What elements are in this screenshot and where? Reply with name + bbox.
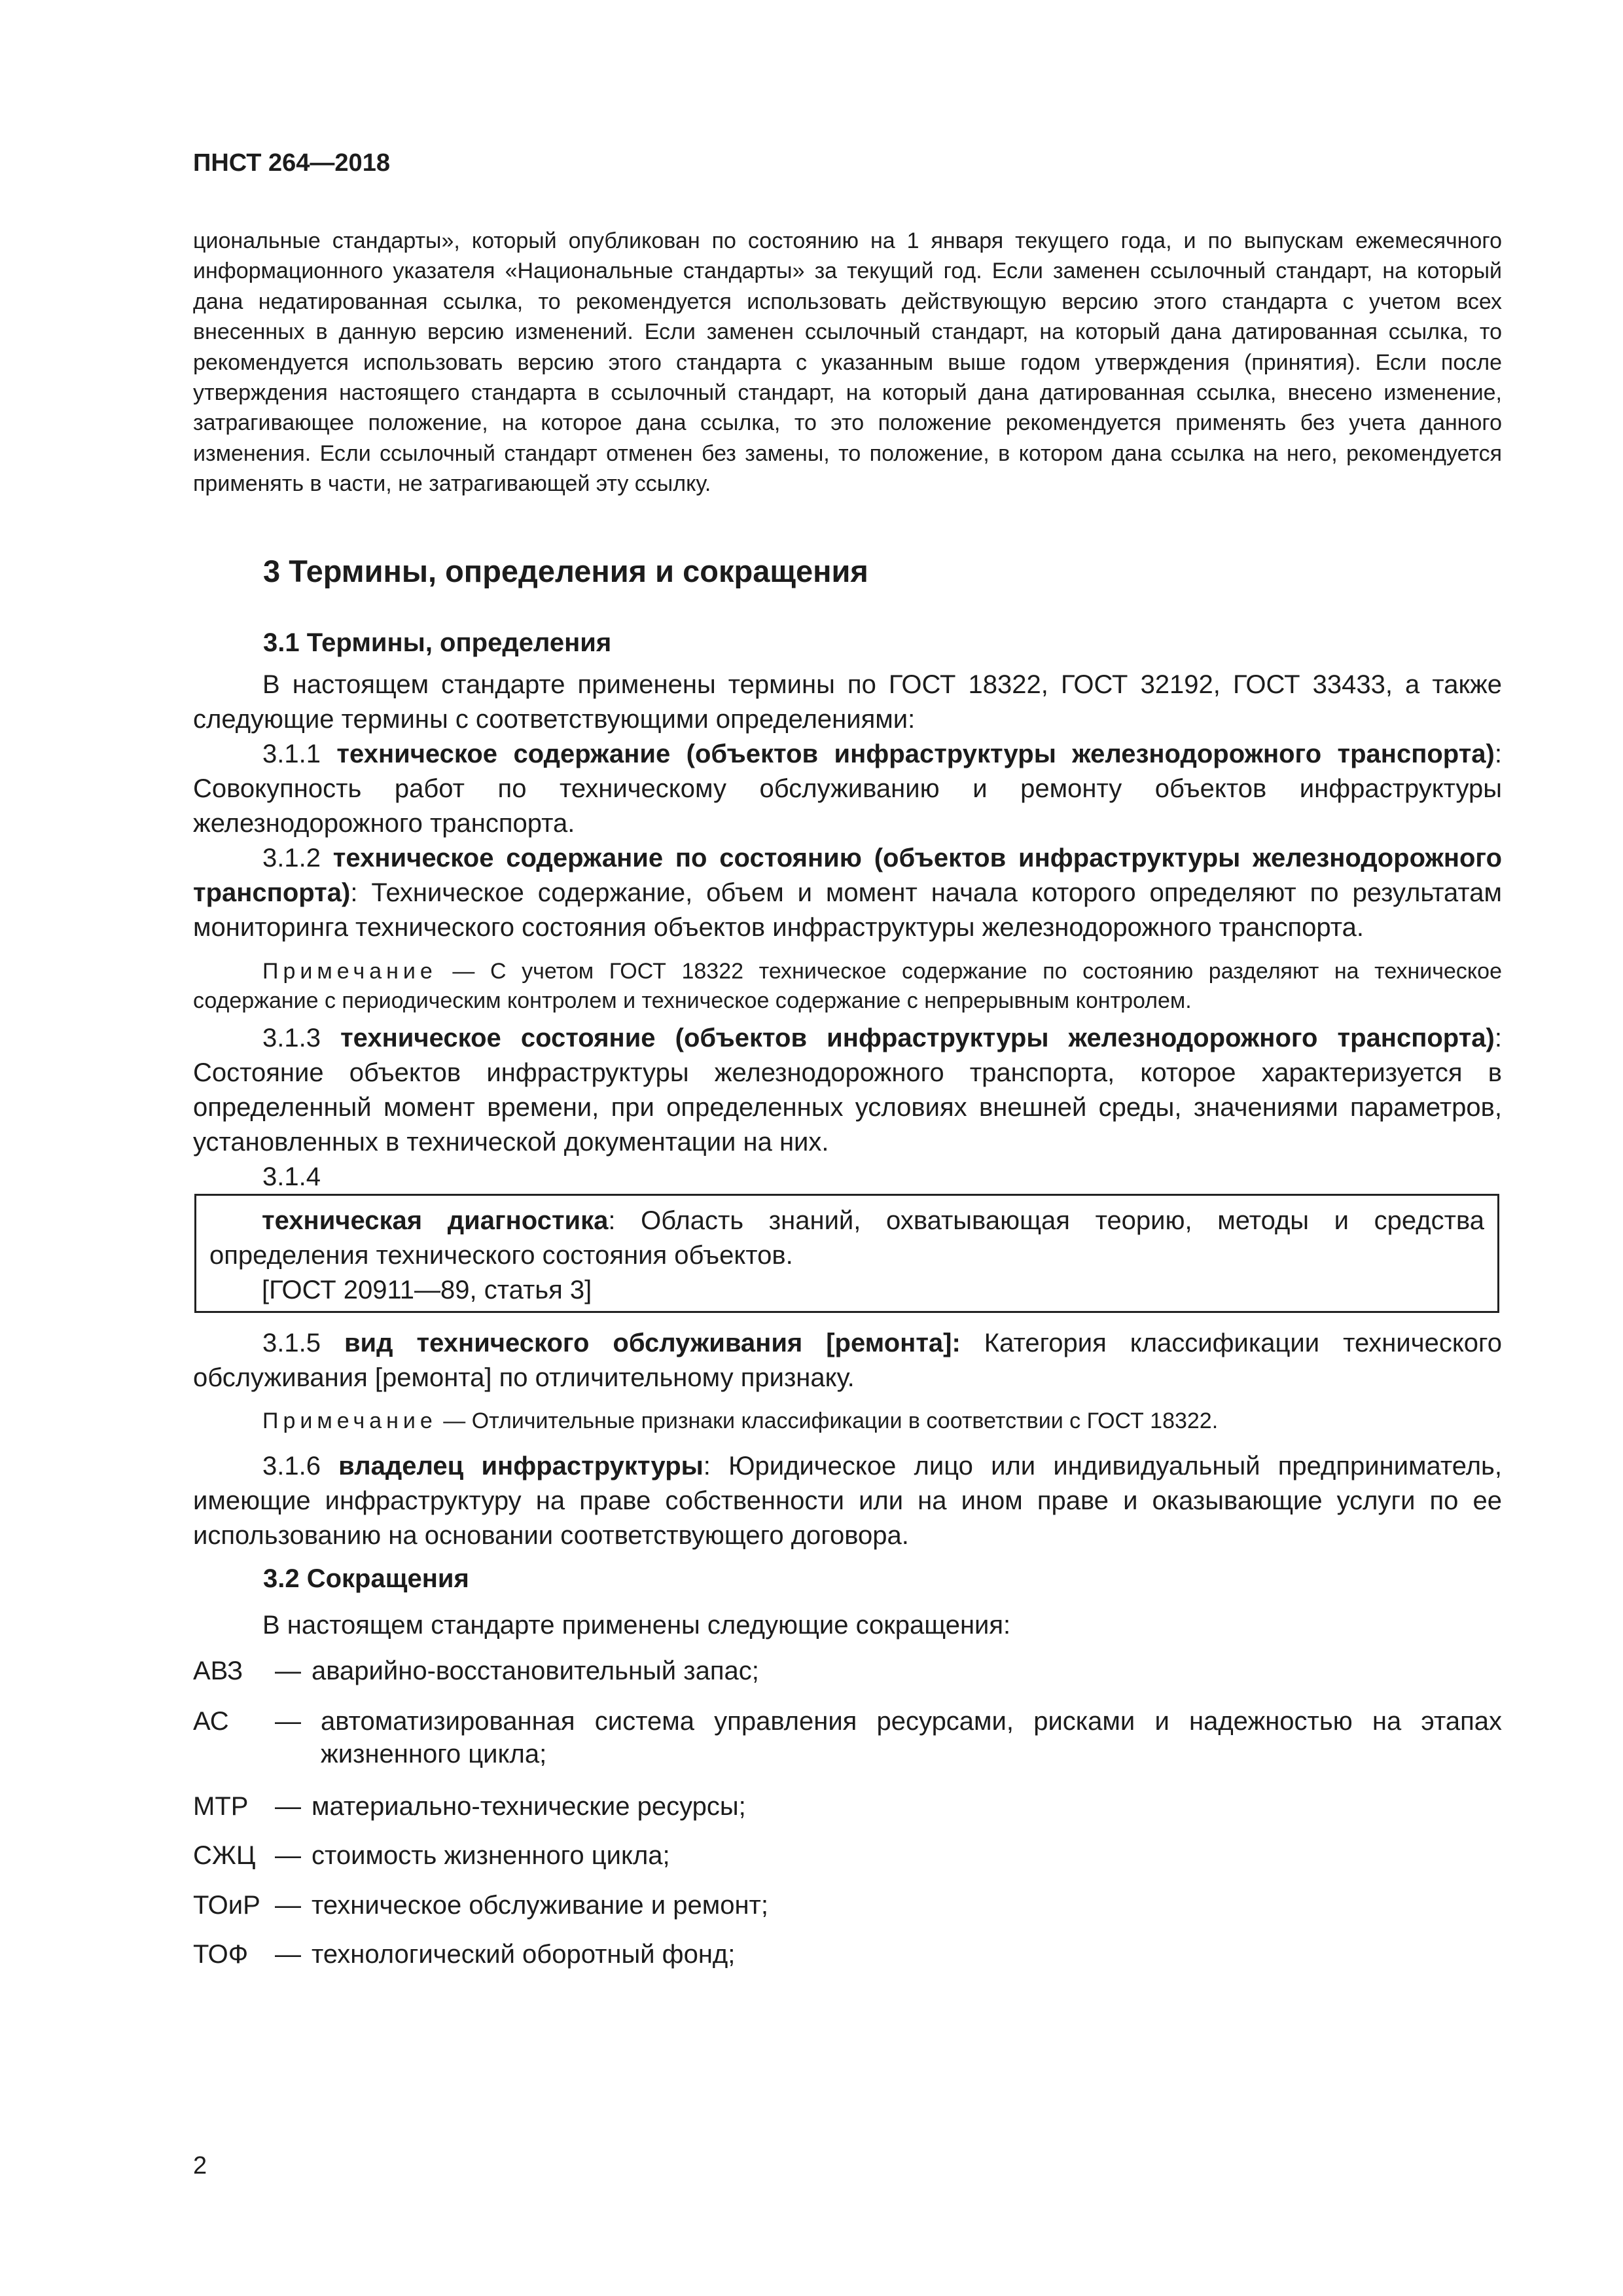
abbreviation-text: автоматизированная система управления ресурсами, рисками и надежностью на этапах жизненного цикла; (321, 1707, 1502, 1768)
term-3-1-3 (193, 1021, 1502, 1160)
term-name: техническое состояние (объектов инфраструктуры железнодорожного транспорта) (340, 1024, 1495, 1052)
note-1 (193, 957, 1502, 1016)
abbreviation-key: ТОиР (193, 1891, 260, 1920)
term-definition: : Юридическое лицо или индивидуальный предприниматель, имеющие инфраструктуру на праве собственности или на ином праве и оказывающие услуги по ее использованию на основании соответствующего договора. (193, 1452, 1502, 1550)
document-header: ПНСТ 264—2018 (193, 149, 390, 177)
abbreviation-dash: — (275, 1940, 301, 1969)
note-2 (193, 1407, 1502, 1436)
term-name: вид технического обслуживания [ремонта]: (344, 1329, 961, 1357)
abbreviation-dash: — (275, 1792, 301, 1821)
term-qualifier: (объектов инфраструктуры железнодорожного транспорта) (193, 844, 1502, 907)
terms-body-3 (193, 1326, 1502, 1395)
abbreviation-text: аварийно-восстановительный запас; (312, 1657, 759, 1685)
abbreviation-text: технологический оборотный фонд; (312, 1940, 736, 1969)
terms-body-4 (193, 1449, 1502, 1553)
abbreviation-text: техническое обслуживание и ремонт; (312, 1891, 768, 1920)
abbreviations-intro: В настоящем стандарте применены следующие сокращения: (262, 1611, 1011, 1640)
abbreviations-intro-block (193, 1608, 1502, 1643)
abbreviation-text: стоимость жизненного цикла; (312, 1841, 670, 1870)
abbreviation-dash: — (275, 1891, 301, 1920)
abbreviation-key: АС (193, 1707, 229, 1736)
abbreviation-dash: — (275, 1707, 301, 1736)
terms-intro: В настоящем стандарте применены термины по ГОСТ 18322, ГОСТ 32192, ГОСТ 33433, а также следующие термины с соответствующими определениями: (193, 670, 1502, 734)
term-3-1-4-box (194, 1194, 1499, 1313)
term-number: 3.1.6 (262, 1452, 321, 1480)
abbreviation-key: СЖЦ (193, 1841, 256, 1870)
abbreviation-text: материально-технические ресурсы; (312, 1792, 746, 1821)
abbreviation-dash: — (275, 1841, 301, 1870)
term-number: 3.1.5 (262, 1329, 321, 1357)
subsection-title-abbreviations: 3.2 Сокращения (263, 1564, 469, 1593)
abbreviation-dash: — (275, 1657, 301, 1685)
term-name: техническая диагностика (262, 1206, 609, 1235)
page-number: 2 (193, 2152, 207, 2179)
term-name: техническое содержание по состоянию (332, 844, 862, 872)
terms-body (193, 668, 1502, 945)
term-name: владелец инфраструктуры (338, 1452, 704, 1480)
term-definition: : Состояние объектов инфраструктуры железнодорожного транспорта, которое характеризуется в определенный момент времени, при определенных условиях внешней среды, значениями параметров, установленных в технической документации на них. (193, 1024, 1502, 1157)
term-source: [ГОСТ 20911—89, статья 3] (262, 1276, 592, 1304)
section-title: 3 Термины, определения и сокращения (263, 554, 868, 588)
abbreviation-key: АВЗ (193, 1657, 243, 1685)
term-3-1-4 (209, 1204, 1484, 1273)
abbreviation-key: МТР (193, 1792, 249, 1821)
note-label: Примечание (262, 959, 437, 984)
terms-body-2 (193, 1021, 1502, 1194)
term-number: 3.1.3 (262, 1024, 321, 1052)
term-definition: : Техническое содержание, объем и момент начала которого определяют по результатам мониторинга технического состояния объектов инфраструктуры железнодорожного транспорта. (193, 878, 1502, 942)
term-definition: Категория классификации технического обслуживания [ремонта] по отличительному признаку. (193, 1329, 1502, 1392)
term-3-1-1 (193, 737, 1502, 841)
term-number: 3.1.1 (262, 740, 321, 768)
term-3-1-5 (193, 1326, 1502, 1395)
term-definition: : Область знаний, охватывающая теорию, методы и средства определения технического состояния объектов. (209, 1206, 1484, 1270)
note-text: — С учетом ГОСТ 18322 техническое содержание по состоянию разделяют на техническое содержание с периодическим контролем и техническое содержание с непрерывным контролем. (193, 959, 1502, 1013)
note-label: Примечание (262, 1408, 437, 1433)
subsection-title-terms: 3.1 Термины, определения (263, 628, 612, 657)
intro-paragraph: циональные стандарты», который опубликован по состоянию на 1 января текущего года, и по выпускам ежемесячного информационного указателя «Национальные стандарты» за текущий год. Если заменен ссылочный стандарт, на который дана недатированная ссылка, то рекомендуется использовать действующую версию этого стандарта с учетом всех внесенных в данную версию изменений. Если заменен ссылочный стандарт, на который дана датированная ссылка, то рекомендуется использовать версию этого стандарта с указанным выше годом утверждения (принятия). Если после утверждения настоящего стандарта в ссылочный стандарт, на который дана датированная ссылка, внесено изменение, затрагивающее положение, на которое дана ссылка, то это положение рекомендуется применять без учета данного изменения. Если ссылочный стандарт отменен без замены, то положение, в котором дана ссылка на него, рекомендуется применять в части, не затрагивающей эту ссылку. (193, 228, 1502, 497)
term-name: техническое содержание (объектов инфраструктуры железнодорожного транспорта) (336, 740, 1495, 768)
abbreviation-key: ТОФ (193, 1940, 249, 1969)
term-number: 3.1.2 (262, 844, 321, 872)
note-text: — Отличительные признаки классификации в соответствии с ГОСТ 18322. (437, 1408, 1219, 1433)
term-3-1-6 (193, 1449, 1502, 1553)
term-3-1-4-number: 3.1.4 (262, 1162, 321, 1191)
term-3-1-2 (193, 841, 1502, 945)
term-definition: : Совокупность работ по техническому обслуживанию и ремонту объектов инфраструктуры железнодорожного транспорта. (193, 740, 1502, 838)
